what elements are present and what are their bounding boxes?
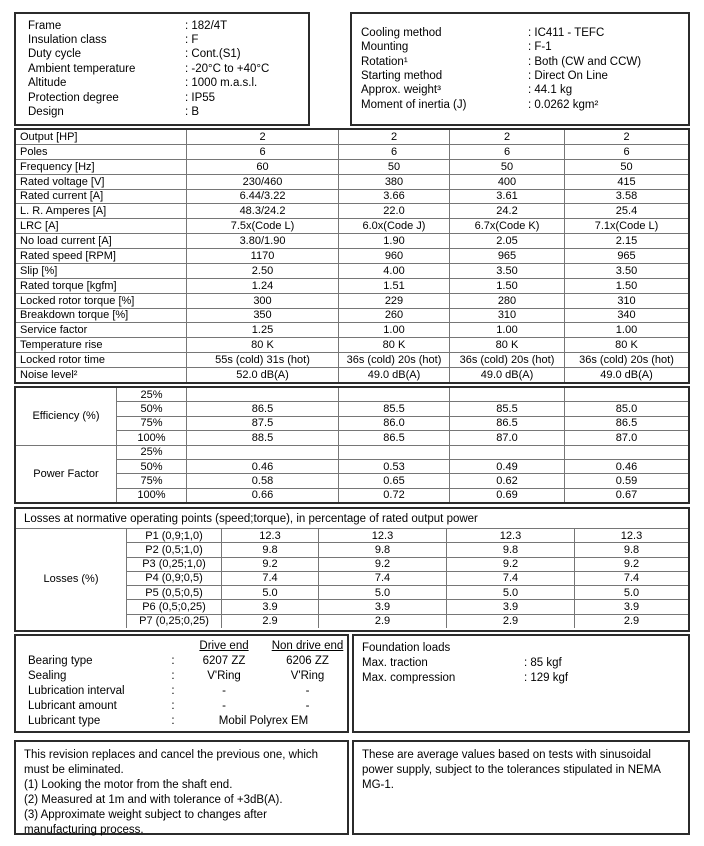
non-drive-end-value: - [305,684,310,697]
value-cell: 1170 [187,249,339,263]
performance-group [16,446,688,503]
value-cell: 7.4 [447,572,575,585]
value-cell: 49.0 dB(A) [450,368,565,382]
value-cell: 80 K [450,338,565,352]
value-cell: 22.0 [339,204,450,218]
value-cell: 80 K [339,338,450,352]
spec-label: Mounting [361,41,409,54]
value-cell: 300 [187,294,339,308]
value-cell [565,388,688,401]
value-cell: 86.5 [339,431,450,444]
spec-row [16,91,308,105]
spec-label: Insulation class [28,33,107,46]
row-label: Poles [16,145,187,159]
value-cell: 88.5 [187,431,339,444]
value-cell: 5.0 [447,586,575,599]
value-cell: 87.5 [187,417,339,430]
note-text: (2) Measured at 1m and with tolerance of +3dB(A). [24,794,283,806]
bearing-row [16,683,347,698]
foundation-loads-title: Foundation loads [362,642,451,654]
table-row [16,249,688,264]
value-cell: 2.15 [615,235,638,248]
value-cell: 400 [450,175,565,189]
performance-group-label: Efficiency (%) [16,388,117,445]
value-cell: 6.0x(Code J) [339,219,450,233]
table-row [16,175,688,190]
foundation-loads-box [352,634,690,733]
spec-row [16,76,308,90]
value-cell: 350 [187,309,339,323]
performance-group-label: Power Factor [16,446,117,503]
load-percent-label: 50% [117,402,187,415]
row-label: Locked rotor time [16,353,187,367]
losses-label: Losses (%) [16,529,127,628]
table-row [16,130,688,145]
value-cell: 310 [617,294,636,307]
loss-point-label: P7 (0,25;0,25) [127,615,222,628]
value-cell: 9.8 [447,543,575,556]
bearing-row [16,669,347,684]
table-row [16,294,688,309]
value-cell: 0.67 [615,489,638,502]
spec-row [16,105,308,119]
value-cell: 1.90 [339,234,450,248]
table-row [16,145,688,160]
value-cell: 85.5 [450,402,565,415]
value-cell: 0.58 [187,474,339,487]
row-label: Rated current [A] [16,190,187,204]
value-cell: 6 [623,145,630,158]
row-label: LRC [A] [16,219,187,233]
table-row [16,219,688,234]
performance-row [117,474,688,488]
performance-group-rows [117,388,688,445]
performance-row [117,446,688,460]
table-row [16,160,688,175]
value-cell: 0.46 [187,460,339,473]
value-cell: 2 [339,130,450,144]
value-cell: 7.4 [319,572,447,585]
value-cell: 0.69 [450,489,565,502]
table-row [16,338,688,353]
value-cell: 9.2 [623,558,640,571]
drive-end-value: - [222,699,226,712]
value-cell [187,446,339,459]
value-cell: 85.5 [339,402,450,415]
spec-row [352,55,688,69]
value-cell: 340 [617,309,636,322]
load-percent-label: 75% [117,417,187,430]
row-label: L. R. Amperes [A] [16,204,187,218]
value-cell [450,388,565,401]
value-cell: 7.4 [623,572,640,585]
performance-row [117,388,688,402]
note-text: (3) Approximate weight subject to changes after manufacturing process. [24,809,267,836]
value-cell: 3.66 [339,190,450,204]
value-cell: 3.9 [447,600,575,613]
value-cell: 48.3/24.2 [187,204,339,218]
value-cell: 9.8 [623,543,640,556]
losses-row [127,529,688,543]
table-row [16,234,688,249]
value-cell: 380 [339,175,450,189]
value-cell: 3.50 [450,264,565,278]
spec-row [352,98,688,112]
value-cell: 60 [187,160,339,174]
value-cell: 3.9 [222,600,319,613]
value-cell: 2 [450,130,565,144]
foundation-row [354,656,688,671]
value-cell: 3.9 [623,601,640,614]
table-row [16,353,688,368]
performance-row [117,402,688,416]
value-cell: 24.2 [450,204,565,218]
spec-label: Starting method [361,70,443,82]
value-cell: 50 [450,160,565,174]
table-row [16,190,688,205]
row-label: Rated voltage [V] [16,175,187,189]
value-cell: 3.50 [615,264,638,277]
performance-row [117,417,688,431]
load-percent-label: 100% [117,431,187,444]
losses-rows [127,529,688,628]
value-cell: 86.0 [339,417,450,430]
value-cell: 260 [339,309,450,323]
bearing-row [16,654,347,669]
performance-table [14,386,690,504]
value-cell: 0.59 [615,474,638,487]
spec-row [16,47,308,61]
value-cell: 2.9 [319,615,447,628]
bearing-span-value: Mobil Polyrex EM [218,714,309,727]
value-cell: 3.9 [319,600,447,613]
value-cell: 3.58 [615,190,638,203]
value-cell: 12.3 [319,529,447,542]
value-cell: 230/460 [187,175,339,189]
foundation-row [354,671,688,686]
value-cell: 2.9 [222,615,319,628]
colon-separator: : [171,684,175,697]
row-label: Noise level² [16,368,187,382]
spec-label: Ambient temperature [28,62,136,75]
spec-value: : F [185,33,199,46]
electrical-data-table [14,128,690,384]
spec-value: : Cont.(S1) [185,48,241,61]
spec-row [352,83,688,97]
performance-row [117,460,688,474]
value-cell: 2 [623,130,630,143]
value-cell: 49.0 dB(A) [339,368,450,382]
value-cell: 5.0 [623,586,640,599]
row-label: Frequency [Hz] [16,160,187,174]
spec-value: : Both (CW and CCW) [528,55,642,68]
bearing-header-row [16,639,347,654]
spec-row [16,62,308,76]
spec-value: : -20°C to +40°C [185,62,270,75]
colon-separator: : [171,714,175,727]
bearing-row-label: Bearing type [28,655,93,668]
value-cell: 87.0 [450,431,565,444]
value-cell: 36s (cold) 20s (hot) [579,354,674,367]
bearing-row-label: Lubricant amount [28,699,117,712]
value-cell: 0.72 [339,489,450,502]
bearing-row [16,698,347,713]
spec-label: Protection degree [28,91,119,104]
value-cell: 2.9 [447,615,575,628]
performance-row [117,431,688,444]
value-cell: 12.3 [222,529,319,542]
non-drive-end-header: Non drive end [271,640,344,653]
value-cell [339,388,450,401]
row-label: Service factor [16,323,187,337]
losses-row [127,586,688,600]
spec-row [352,40,688,54]
spec-label: Rotation¹ [361,55,408,68]
losses-body [16,529,688,628]
value-cell: 80 K [615,339,638,352]
load-percent-label: 100% [117,489,187,502]
value-cell: 1.25 [187,323,339,337]
performance-group-rows [117,446,688,503]
value-cell: 6.44/3.22 [187,190,339,204]
row-label: Rated torque [kgfm] [16,279,187,293]
value-cell: 0.62 [450,474,565,487]
row-label: Output [HP] [16,130,187,144]
losses-row [127,572,688,586]
value-cell: 2 [187,130,339,144]
drive-end-value: 6207 ZZ [202,655,246,668]
value-cell: 85.0 [615,403,638,416]
value-cell: 50 [620,160,633,173]
foundation-label: Max. compression [362,672,456,684]
colon-separator: : [171,699,175,712]
spec-value: : IC411 - TEFC [528,26,605,39]
bearing-row-label: Sealing [28,670,67,683]
colon-separator: : [171,670,175,683]
spec-row [352,69,688,83]
value-cell: 0.65 [339,474,450,487]
value-cell: 36s (cold) 20s (hot) [450,353,565,367]
value-cell: 6.7x(Code K) [450,219,565,233]
value-cell: 2.05 [450,234,565,248]
non-drive-end-value: - [305,699,310,712]
value-cell [187,388,339,401]
table-row [16,368,688,382]
value-cell: 0.53 [339,460,450,473]
note-text: These are average values based on tests with sinusoidal power supply, subject to the tolerances stipulated in NEMA MG-1. [362,749,661,791]
value-cell: 0.46 [615,460,638,473]
value-cell: 4.00 [339,264,450,278]
drive-end-value: - [222,684,226,697]
value-cell: 6 [339,145,450,159]
value-cell: 9.2 [319,558,447,571]
spec-value: : F-1 [528,41,552,54]
value-cell: 86.5 [187,402,339,415]
value-cell: 25.4 [615,205,638,218]
bearing-row-label: Lubricant type [28,714,101,727]
spec-value: : 1000 m.a.s.l. [185,77,258,90]
losses-table [14,507,690,632]
value-cell: 965 [450,249,565,263]
losses-caption: Losses at normative operating points (speed;torque), in percentage of rated output power [16,509,688,529]
spec-value: : 44.1 kg [528,84,573,97]
foundation-value: : 129 kgf [524,672,569,684]
value-cell: 1.00 [339,323,450,337]
value-cell: 86.5 [615,417,638,430]
value-cell: 280 [450,294,565,308]
loss-point-label: P5 (0,5;0,5) [127,586,222,599]
value-cell: 52.0 dB(A) [187,368,339,382]
colon-separator: : [171,655,175,668]
tolerance-notes-box [352,740,690,835]
non-drive-end-value: 6206 ZZ [286,655,329,668]
spec-value: : 0.0262 kgm² [528,98,599,111]
foundation-value: : 85 kgf [524,657,562,669]
spec-label: Cooling method [361,26,442,39]
value-cell: 1.00 [615,324,638,337]
losses-row [127,543,688,557]
row-label: No load current [A] [16,234,187,248]
loss-point-label: P3 (0,25;1,0) [127,558,222,571]
general-specs-box [14,12,310,126]
spec-value: : B [185,106,200,119]
spec-label: Altitude [28,77,67,90]
value-cell: 960 [339,249,450,263]
value-cell: 7.5x(Code L) [187,219,339,233]
spec-label: Frame [28,19,62,32]
performance-group [16,388,688,446]
value-cell: 229 [339,294,450,308]
value-cell: 310 [450,309,565,323]
value-cell: 5.0 [222,586,319,599]
value-cell [565,446,688,459]
loss-point-label: P4 (0,9;0,5) [127,572,222,585]
spec-row [16,19,308,33]
spec-label: Approx. weight³ [361,84,441,97]
load-percent-label: 25% [117,446,187,459]
table-row [16,279,688,294]
value-cell: 87.0 [615,431,638,444]
drive-end-value: V'Ring [207,670,241,683]
row-label: Locked rotor torque [%] [16,294,187,308]
value-cell: 1.00 [450,323,565,337]
value-cell: 1.51 [339,279,450,293]
value-cell: 7.1x(Code L) [594,220,659,233]
value-cell: 12.3 [447,529,575,542]
value-cell: 9.8 [319,543,447,556]
value-cell: 12.3 [620,529,643,542]
drive-end-header: Drive end [199,640,249,653]
load-percent-label: 75% [117,474,187,487]
row-label: Breakdown torque [%] [16,309,187,323]
spec-value: : IP55 [185,91,216,104]
value-cell: 1.24 [187,279,339,293]
value-cell: 2.50 [187,264,339,278]
loss-point-label: P6 (0,5;0,25) [127,600,222,613]
revision-notes-box [14,740,349,835]
losses-row [127,615,688,628]
note-text: (1) Looking the motor from the shaft end. [24,779,233,791]
spec-value: : 182/4T [185,19,228,32]
spec-row [352,26,688,40]
loss-point-label: P1 (0,9;1,0) [127,529,222,542]
value-cell: 3.61 [450,190,565,204]
bearing-row-label: Lubrication interval [28,684,125,697]
row-label: Slip [%] [16,264,187,278]
loss-point-label: P2 (0,5;1,0) [127,543,222,556]
bearings-box [14,634,349,733]
row-label: Rated speed [RPM] [16,249,187,263]
note-text: This revision replaces and cancel the previous one, which must be eliminated. [24,749,319,776]
value-cell: 9.2 [447,558,575,571]
value-cell: 965 [617,249,636,262]
value-cell: 7.4 [222,572,319,585]
table-row [16,204,688,219]
value-cell: 80 K [187,338,339,352]
load-percent-label: 50% [117,460,187,473]
table-row [16,323,688,338]
value-cell: 36s (cold) 20s (hot) [339,353,450,367]
value-cell: 9.8 [222,543,319,556]
spec-value: : Direct On Line [528,70,608,82]
value-cell: 9.2 [222,558,319,571]
value-cell: 1.50 [615,279,638,292]
table-row [16,309,688,324]
losses-row [127,600,688,614]
value-cell: 55s (cold) 31s (hot) [187,353,339,367]
value-cell: 3.80/1.90 [187,234,339,248]
performance-row [117,489,688,502]
foundation-rows [354,656,688,686]
table-row [16,264,688,279]
bearing-row [16,713,347,728]
value-cell: 5.0 [319,586,447,599]
losses-row [127,558,688,572]
value-cell: 50 [339,160,450,174]
load-percent-label: 25% [117,388,187,401]
value-cell: 1.50 [450,279,565,293]
value-cell: 6 [187,145,339,159]
value-cell: 6 [450,145,565,159]
non-drive-end-value: V'Ring [290,670,325,683]
value-cell: 86.5 [450,417,565,430]
value-cell: 0.66 [187,489,339,502]
row-label: Temperature rise [16,338,187,352]
spec-label: Design [28,106,64,119]
spec-row [16,33,308,47]
value-cell [339,446,450,459]
value-cell [450,446,565,459]
spec-label: Moment of inertia (J) [361,98,467,111]
value-cell: 49.0 dB(A) [600,368,653,381]
value-cell: 415 [617,175,636,188]
foundation-label: Max. traction [362,657,428,669]
value-cell: 0.49 [450,460,565,473]
mechanical-specs-box [350,12,690,126]
spec-label: Duty cycle [28,48,82,61]
value-cell: 2.9 [623,615,640,628]
